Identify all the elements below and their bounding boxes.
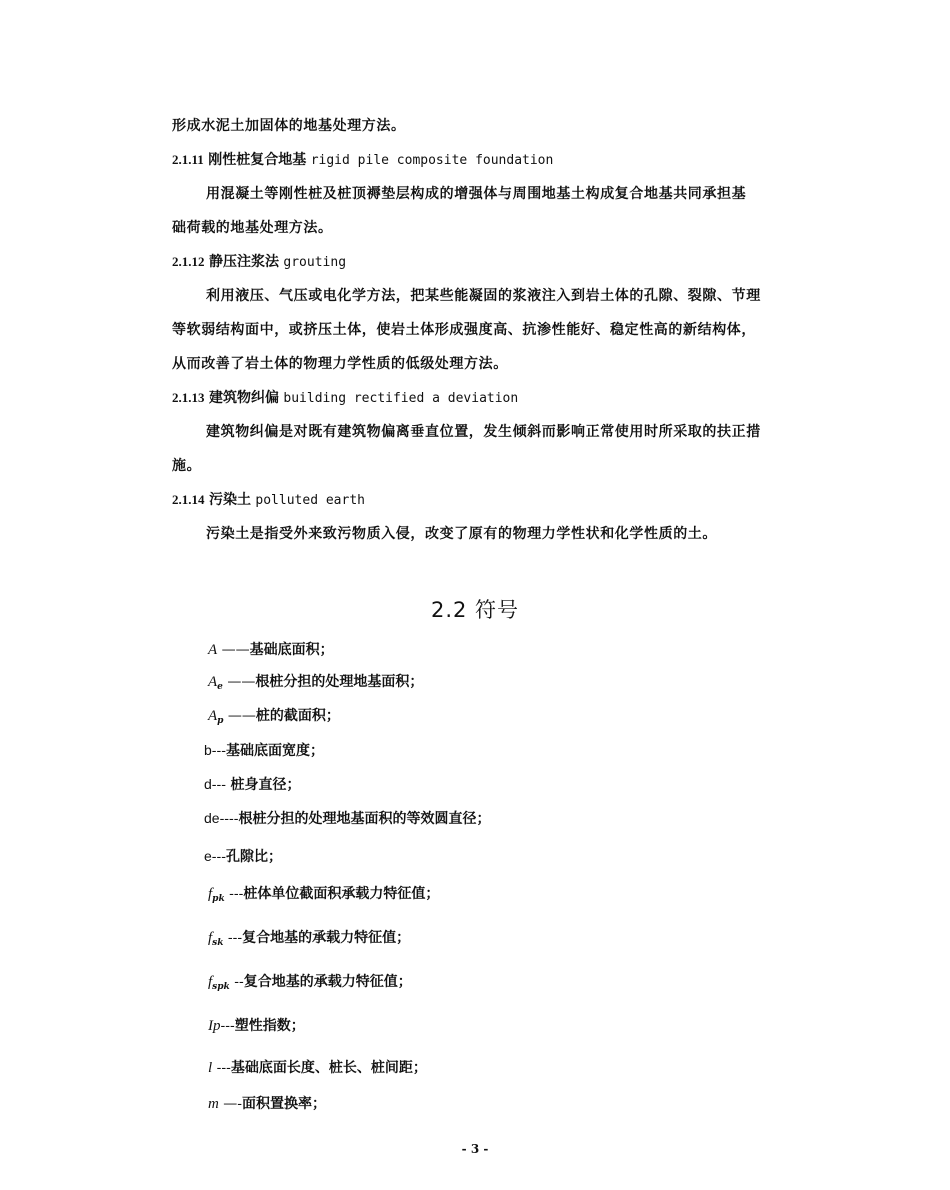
term-english: building rectified a deviation xyxy=(283,391,519,406)
symbol-description: 面积置换率； xyxy=(242,1096,327,1112)
symbol-entry xyxy=(208,1058,427,1078)
symbol-entry xyxy=(204,740,324,761)
symbol-entry xyxy=(208,928,410,953)
paragraph-text: 污染土是指受外来致污物质入侵，改变了原有的物理力学性状和化学性质的土。 xyxy=(206,526,717,542)
section-title: 2.2 符号 xyxy=(430,598,520,622)
symbol-description: 桩体单位截面积承载力特征值； xyxy=(243,886,440,902)
page-number: - 3 - xyxy=(461,1142,489,1156)
term-heading-2-1-11 xyxy=(172,150,553,171)
symbol-separator: --- xyxy=(220,1018,235,1034)
symbol-variable: A xyxy=(208,674,218,690)
symbol-entry xyxy=(208,1016,305,1036)
term-number: 2.1.14 xyxy=(172,492,205,507)
symbol-description: 复合地基的承载力特征值； xyxy=(242,930,411,946)
symbol-separator: --- xyxy=(223,930,243,946)
symbol-separator: --- xyxy=(212,1060,231,1076)
symbol-description: 桩身直径； xyxy=(230,777,301,793)
symbol-subscript: sk xyxy=(212,938,224,948)
term-number: 2.1.13 xyxy=(172,390,205,405)
symbol-separator: ---- xyxy=(219,811,239,827)
paragraph-text: 利用液压、气压或电化学方法，把某些能凝固的浆液注入到岩土体的孔隙、裂隙、节理 xyxy=(206,288,761,304)
symbol-variable: e xyxy=(204,848,212,864)
symbol-description: 基础底面长度、桩长、桩间距； xyxy=(230,1060,427,1076)
symbol-entry xyxy=(208,672,423,697)
symbol-variable: l xyxy=(208,1060,213,1076)
symbol-description: 孔隙比； xyxy=(226,849,282,865)
symbol-subscript: e xyxy=(217,682,223,692)
term-english: polluted earth xyxy=(255,493,365,508)
symbol-entry xyxy=(208,884,439,909)
symbol-variable: b xyxy=(204,742,212,758)
term-heading-2-1-12 xyxy=(172,252,346,273)
term-english: rigid pile composite foundation xyxy=(310,153,554,168)
symbol-variable: de xyxy=(204,810,220,826)
symbol-variable: f xyxy=(208,886,213,902)
term-number: 2.1.12 xyxy=(172,254,205,269)
term-chinese: 刚性桩复合地基 xyxy=(208,152,307,168)
symbol-separator: --- xyxy=(211,849,226,865)
term-heading-2-1-14 xyxy=(172,490,365,511)
symbol-variable: m xyxy=(208,1096,219,1112)
symbol-separator: —- xyxy=(218,1096,243,1112)
paragraph-text: 建筑物纠偏是对既有建筑物偏离垂直位置，发生倾斜而影响正常使用时所采取的扶正措 xyxy=(206,424,761,440)
symbol-description: 塑性指数； xyxy=(234,1018,305,1034)
symbol-entry xyxy=(208,972,412,997)
term-chinese: 建筑物纠偏 xyxy=(208,390,279,406)
symbol-subscript: spk xyxy=(212,982,230,992)
symbol-description: 根桩分担的处理地基面积的等效圆直径； xyxy=(238,811,491,827)
symbol-subscript: pk xyxy=(212,894,225,904)
symbol-entry xyxy=(208,640,334,660)
symbol-separator: —— xyxy=(223,708,256,724)
symbol-separator: --- xyxy=(224,886,244,902)
symbol-separator: --- xyxy=(211,777,231,793)
symbol-description: 基础底面积； xyxy=(249,642,334,658)
term-number: 2.1.11 xyxy=(172,152,204,167)
paragraph-text: 从而改善了岩土体的物理力学性质的低级处理方法。 xyxy=(172,356,508,372)
symbol-separator: -- xyxy=(229,974,244,990)
symbol-variable: A xyxy=(208,708,218,724)
symbol-separator: —— xyxy=(217,642,250,658)
paragraph-text: 用混凝土等刚性桩及桩顶褥垫层构成的增强体与周围地基土构成复合地基共同承担基 xyxy=(206,186,747,202)
symbol-entry xyxy=(204,846,282,867)
symbol-entry xyxy=(208,1094,326,1114)
symbol-variable: f xyxy=(208,974,213,990)
paragraph-text: 施。 xyxy=(172,458,202,474)
symbol-subscript: p xyxy=(217,716,224,726)
term-chinese: 静压注浆法 xyxy=(208,254,279,270)
symbol-description: 复合地基的承载力特征值； xyxy=(243,974,412,990)
symbol-separator: --- xyxy=(211,743,226,759)
term-heading-2-1-13 xyxy=(172,388,518,409)
term-english: grouting xyxy=(283,255,347,270)
symbol-separator: —— xyxy=(222,674,256,690)
symbol-entry xyxy=(204,808,491,829)
symbol-variable: f xyxy=(208,930,213,946)
paragraph-text: 础荷载的地基处理方法。 xyxy=(172,220,333,236)
symbol-entry xyxy=(208,706,340,731)
paragraph-text: 等软弱结构面中，或挤压土体，使岩土体形成强度高、抗渗性能好、稳定性高的新结构体， xyxy=(172,322,756,338)
symbol-description: 桩的截面积； xyxy=(255,708,340,724)
symbol-variable: Ip xyxy=(208,1018,221,1034)
term-chinese: 污染土 xyxy=(208,492,251,508)
paragraph-text: 形成水泥土加固体的地基处理方法。 xyxy=(172,118,406,134)
symbol-entry xyxy=(204,774,300,795)
symbol-variable: A xyxy=(208,642,218,658)
symbol-description: 根桩分担的处理地基面积； xyxy=(255,674,424,690)
symbol-variable: d xyxy=(204,776,212,792)
symbol-description: 基础底面宽度； xyxy=(226,743,324,759)
